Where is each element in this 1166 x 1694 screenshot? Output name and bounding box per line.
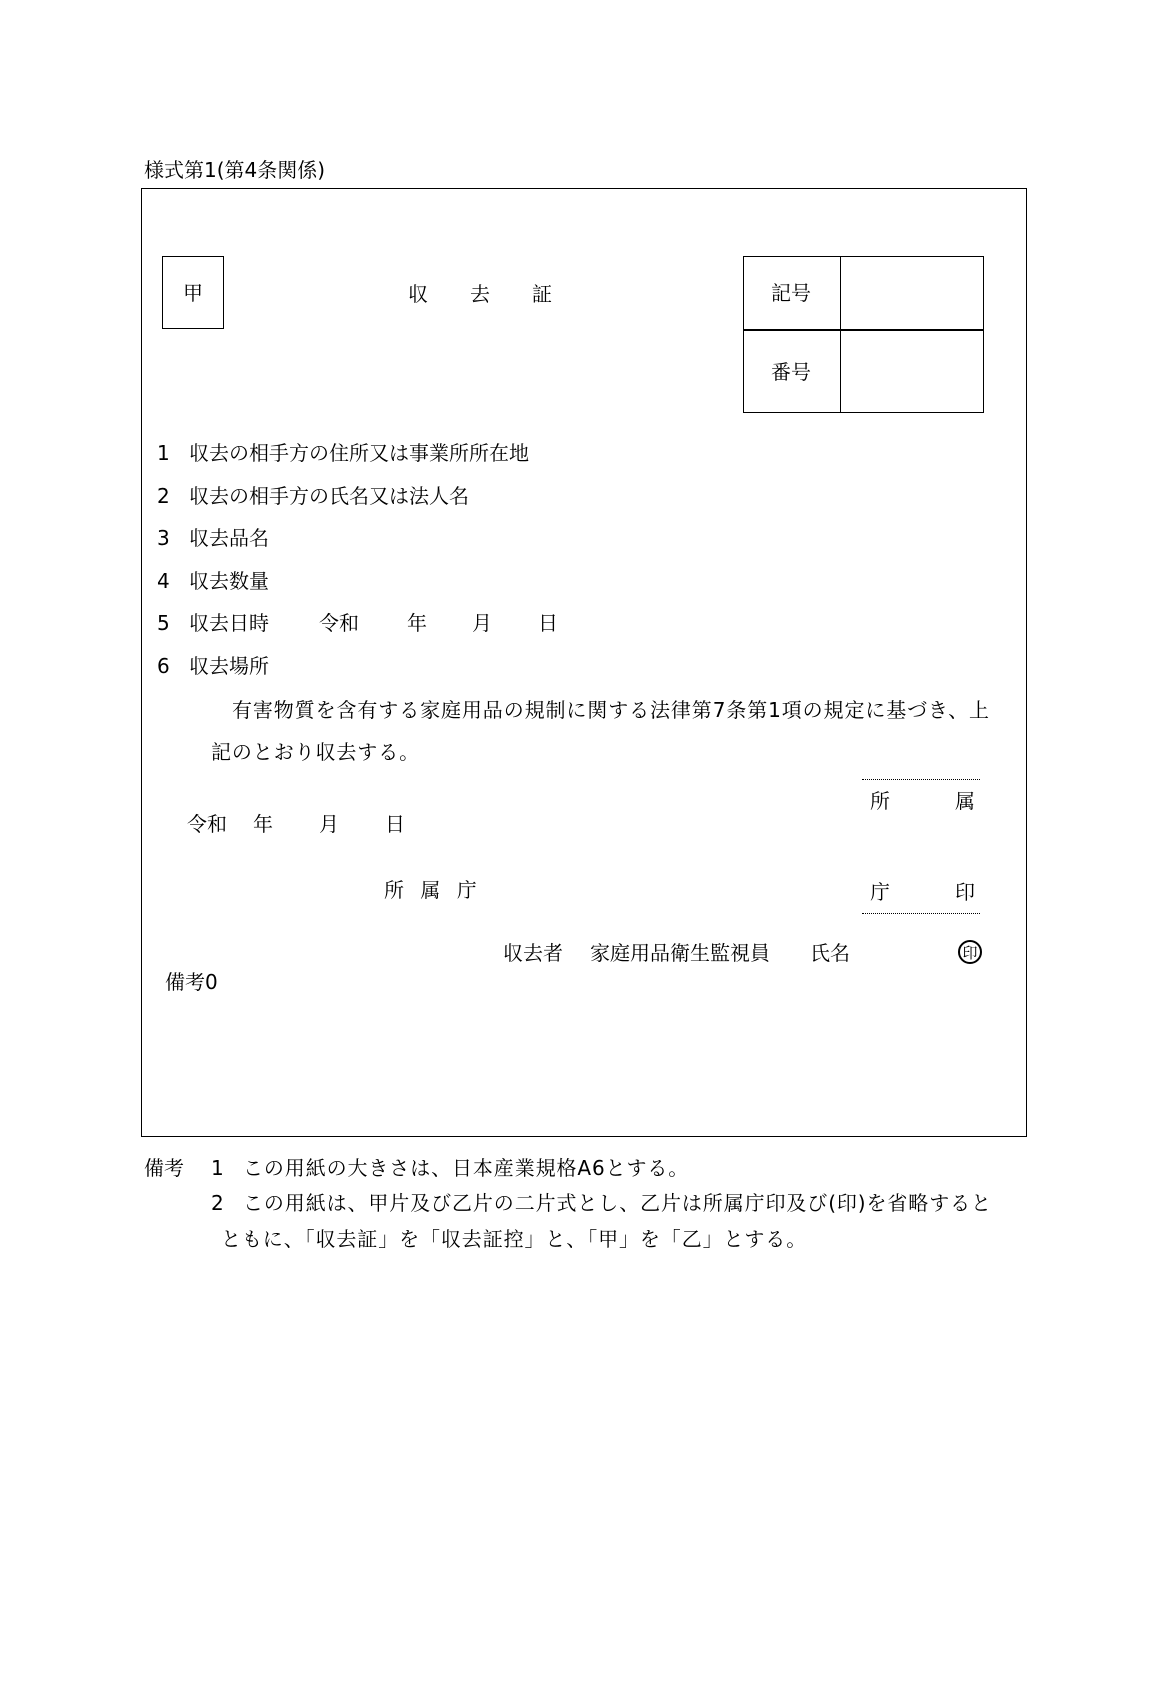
seal-char: 属 (955, 789, 975, 813)
seal-area-bottom-line (862, 913, 980, 914)
note-text: この用紙は、甲片及び乙片の二片式とし、乙片は所属庁印及び(印)を省略すると (243, 1191, 992, 1215)
symbol-label: 記号 (771, 281, 811, 305)
code-table-divider (840, 256, 841, 413)
collector-label: 収去者 (503, 941, 563, 965)
collector-title: 家庭用品衛生監視員 (590, 941, 770, 965)
item-label: 収去の相手方の住所又は事業所所在地 (189, 441, 529, 465)
date-year: 年 (253, 812, 273, 836)
datetime-year: 年 (407, 611, 427, 635)
item-label: 収去日時 (189, 611, 269, 635)
datetime-month: 月 (472, 611, 492, 635)
item-label: 収去数量 (189, 569, 269, 593)
number-label: 番号 (771, 360, 811, 384)
date-month: 月 (319, 812, 339, 836)
seal-stamp-icon: 印 (958, 940, 982, 964)
date-era: 令和 (187, 812, 227, 836)
note-num: 2 (211, 1191, 224, 1215)
statement-line: 有害物質を含有する家庭用品の規制に関する法律第7条第1項の規定に基づき、上 (232, 698, 990, 722)
copy-mark: 甲 (183, 281, 203, 305)
note-text: この用紙の大きさは、日本産業規格A6とする。 (243, 1156, 690, 1180)
item-label: 収去場所 (189, 654, 269, 678)
notes-label: 備考 (144, 1156, 184, 1180)
item-label: 収去品名 (189, 526, 269, 550)
agency-name: 所 属 庁 (384, 878, 477, 902)
seal-char: 庁 (870, 880, 890, 904)
item-num: 1 (157, 441, 170, 465)
seal-area-top-line (862, 779, 980, 780)
collector-name-label: 氏名 (810, 941, 850, 965)
page-title: 収去証 (408, 282, 594, 306)
inner-note: 備考0 (165, 970, 218, 994)
datetime-day: 日 (538, 611, 558, 635)
note-text-cont: ともに、「収去証」を「収去証控」と、「甲」を「乙」とする。 (221, 1227, 808, 1251)
seal-char: 印 (955, 880, 975, 904)
date-day: 日 (385, 812, 405, 836)
item-num: 6 (157, 654, 170, 678)
item-num: 3 (157, 526, 170, 550)
item-num: 5 (157, 611, 170, 635)
code-table-divider (743, 329, 984, 331)
form-header: 様式第1(第4条関係) (144, 158, 326, 182)
code-table (743, 256, 984, 413)
datetime-era: 令和 (319, 611, 359, 635)
statement-line: 記のとおり収去する。 (211, 740, 420, 764)
note-num: 1 (211, 1156, 224, 1180)
seal-char: 所 (870, 789, 890, 813)
item-label: 収去の相手方の氏名又は法人名 (189, 484, 469, 508)
item-num: 4 (157, 569, 170, 593)
item-num: 2 (157, 484, 170, 508)
